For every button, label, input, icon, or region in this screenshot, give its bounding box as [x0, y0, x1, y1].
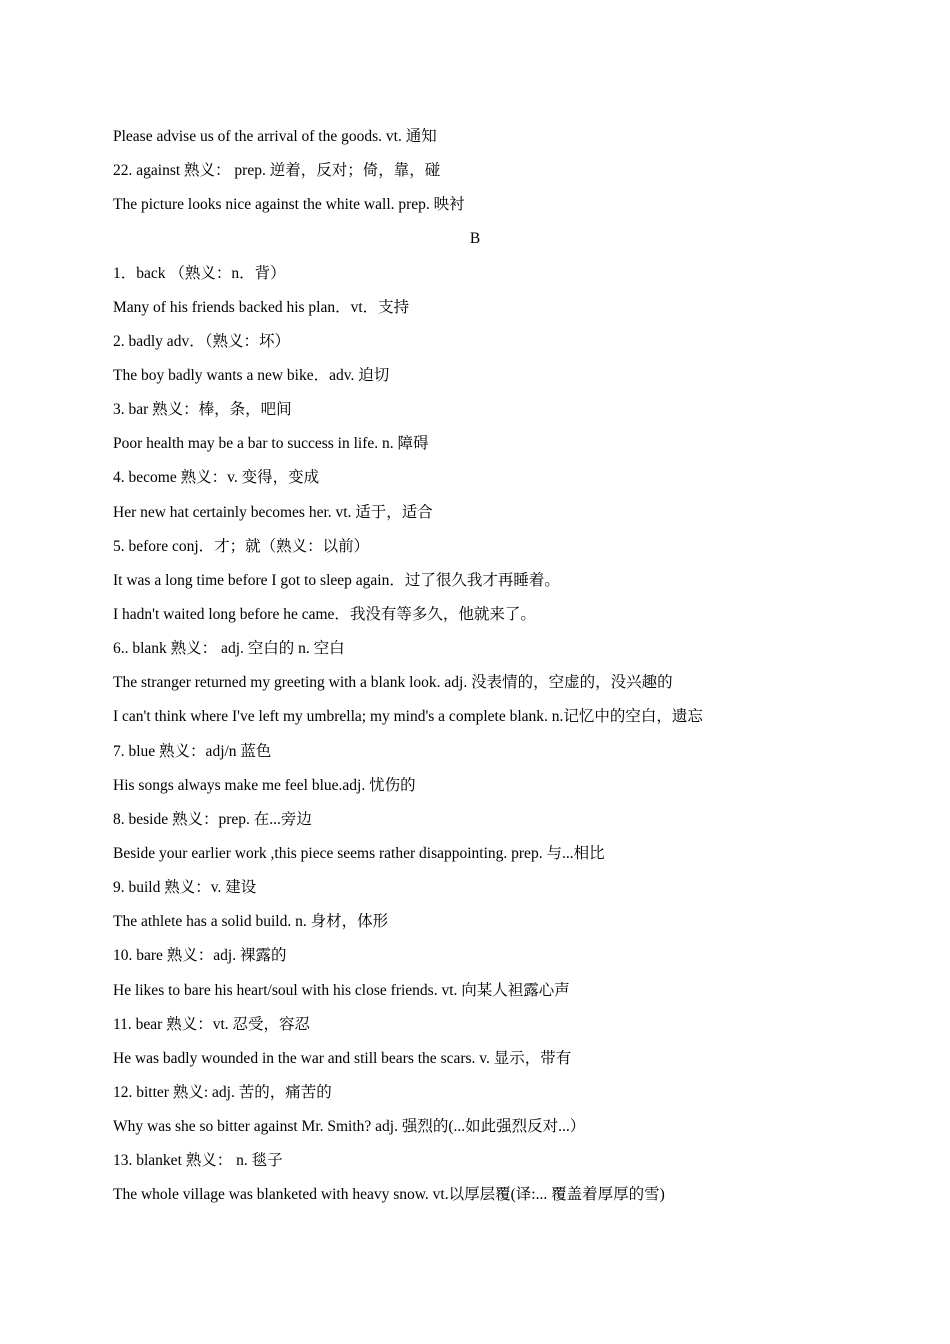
text-line: The athlete has a solid build. n. 身材，体形 [113, 913, 389, 931]
text-line: Her new hat certainly becomes her. vt. 适于，适合 [113, 503, 433, 521]
text-line: 10. bare 熟义：adj. 裸露的 [113, 947, 287, 965]
text-line: Why was she so bitter against Mr. Smith? adj. 强烈的(...如此强烈反对...） [113, 1118, 586, 1136]
text-line: The whole village was blanketed with heavy snow. vt.以厚层覆(译:... 覆盖着厚厚的雪) [113, 1186, 665, 1204]
text-line: 13. blanket 熟义： n. 毯子 [113, 1152, 283, 1170]
document-body [113, 124, 837, 1217]
text-line: Please advise us of the arrival of the goods. vt. 通知 [113, 128, 437, 145]
text-line: Many of his friends backed his plan．vt．支持 [113, 298, 410, 316]
section-heading: B [469, 230, 481, 248]
text-line: The boy badly wants a new bike．adv. 迫切 [113, 366, 390, 384]
text-line: 1．back （熟义：n．背） [113, 264, 286, 282]
text-line: His songs always make me feel blue.adj. 忧伤的 [113, 776, 416, 794]
text-line: Poor health may be a bar to success in life. n. 障碍 [113, 435, 429, 453]
text-line: 7. blue 熟义：adj/n 蓝色 [113, 742, 272, 760]
text-line: 12. bitter 熟义: adj. 苦的，痛苦的 [113, 1083, 332, 1101]
text-line: 9. build 熟义：v. 建设 [113, 879, 257, 897]
text-line: He likes to bare his heart/soul with his close friends. vt. 向某人袒露心声 [113, 981, 570, 999]
text-line: It was a long time before I got to sleep again．过了很久我才再睡着。 [113, 571, 560, 589]
text-line: 11. bear 熟义：vt. 忍受，容忍 [113, 1015, 311, 1033]
text-line: 4. become 熟义：v. 变得，变成 [113, 469, 320, 487]
text-line: The stranger returned my greeting with a blank look. adj. 没表情的，空虚的，没兴趣的 [113, 674, 673, 692]
text-line: 8. beside 熟义：prep. 在...旁边 [113, 810, 312, 828]
text-line: Beside your earlier work ,this piece seems rather disappointing. prep. 与...相比 [113, 844, 605, 862]
text-line: 6.. blank 熟义： adj. 空白的 n. 空白 [113, 640, 345, 658]
text-line: 22. against 熟义： prep. 逆着，反对；倚，靠，碰 [113, 162, 441, 180]
text-line: I can't think where I've left my umbrella; my mind's a complete blank. n.记忆中的空白，遗忘 [113, 708, 703, 726]
text-line: 5. before conj．才；就（熟义：以前） [113, 537, 370, 555]
text-line: 3. bar 熟义：棒，条，吧间 [113, 401, 292, 419]
text-line: I hadn't waited long before he came．我没有等多久，他就来了。 [113, 605, 536, 623]
text-line: The picture looks nice against the white wall. prep. 映衬 [113, 196, 465, 214]
text-line: He was badly wounded in the war and still bears the scars. v. 显示，带有 [113, 1049, 572, 1067]
text-line: 2. badly adv．（熟义：坏） [113, 332, 290, 350]
